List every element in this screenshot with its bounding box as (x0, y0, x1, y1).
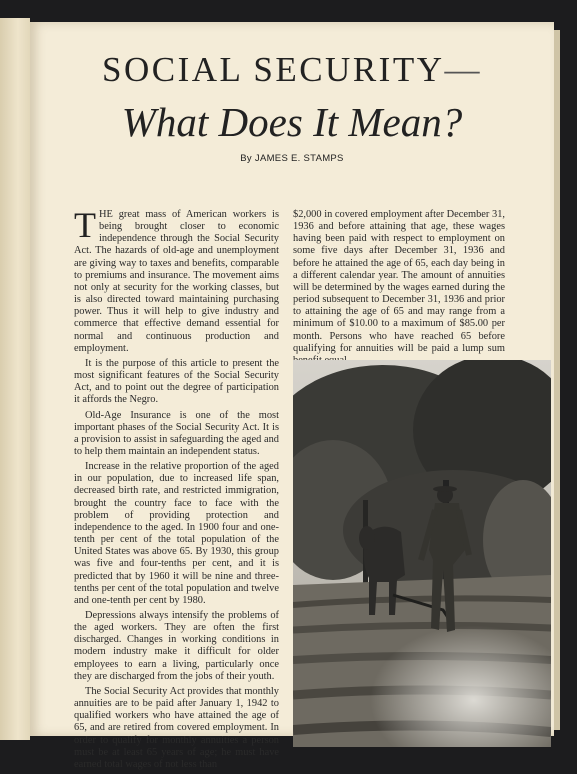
paragraph-4: Increase in the relative proportion of the aged in our population, due to increased life span, decreased birth rate, and restricted immigration, brought the country face to face with the problem of providing protection and independence to the aged. In 1900 four and one-tenth per cent of the total population of the United States was above 65. By 1930, this group was five and four-tenths per cent, and it is predicted that by 1960 it will be nine and three-tenths per cent of the total population and twelve and one-tenth per cent by 1980. (74, 461, 279, 606)
title-dash: — (444, 50, 482, 89)
paragraph-3: Old-Age Insurance is one of the most important phases of the Social Security Act. It is a provision to assist in safeguarding the aged and to help them maintain an independent status. (74, 409, 279, 457)
byline: By JAMES E. STAMPS (240, 153, 344, 164)
paragraph-1 (74, 205, 279, 355)
paragraph-7: $2,000 in covered employment after December 31, 1936 and before attaining that age, these wages having been paid with respect to employment on some five days after December 31, 1936 and before he attained the age of 65, each day being in a different calendar year. The amount of annuities will be determined by the wages earned during the period subsequent to December 31, 1936 and prior to attaining the age of 65 and may range from a minimum of $10.00 to a maximum of $85.00 per month. Persons who have reached 65 before qualifying for annuities will be paid a lump sum (293, 209, 505, 354)
farmer-plowing-photo (293, 360, 551, 747)
text-column-left (74, 205, 279, 774)
magazine-page (30, 22, 554, 770)
page-edge (554, 30, 560, 730)
book-spine (0, 18, 30, 740)
drop-cap: T (74, 205, 96, 245)
photo-illustration (293, 360, 551, 747)
article-subtitle: What Does It Mean? (121, 99, 463, 145)
paragraph-1-text: HE great mass of American workers is being brought closer to economic independence through the Social Security Act. The hazards of old-age and unemployment are giving way to taxes and benefits, comparable to premiums and insurance. The movement aims not only at security for the working classes, but is also directed toward maintaining purchasing power. Thus it will help to give industry and commerce that effective demand essential for normal and continuous production and employment. (74, 209, 279, 354)
title-main: SOCIAL SECURITY (102, 50, 445, 89)
article-title (30, 50, 554, 90)
paragraph-2: It is the purpose of this article to present the most significant features of the Social Security Act, and to point out the degree of participation it affords the Negro. (74, 357, 279, 406)
text-column-right (293, 209, 505, 370)
paragraph-6: The Social Security Act provides that monthly annuities are to be paid after January 1, 1942 to qualified workers who have attained the age of 65, and are retired from covered employment. In order to qualify for monthly annuities a person must be at least 65 years of age; he must have earned total wages of not less than (74, 685, 279, 770)
paragraph-5: Depressions always intensify the problems of the aged workers. They are often the first discharged. Changes in working conditions in modern industry make it difficult for older employees to earn a living, particularly once they are discharged from the jobs of their youth. (74, 610, 279, 682)
